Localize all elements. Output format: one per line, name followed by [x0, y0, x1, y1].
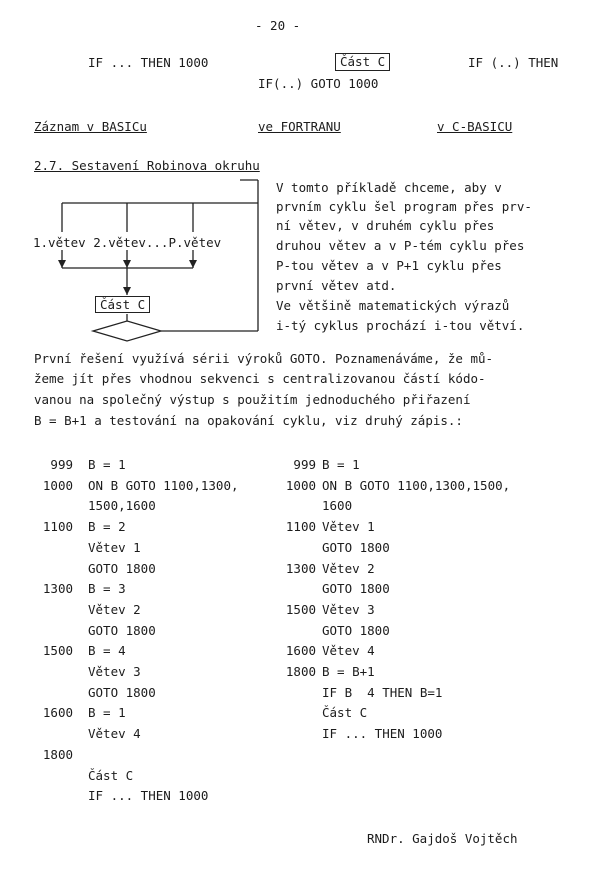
right-text-line: druhou větev a v P-tém cyklu přes [276, 238, 525, 253]
code-line-text: Větev 2 [322, 560, 375, 576]
code-line-text: Větev 2 [88, 601, 141, 617]
code-line-number: 1800 [42, 746, 73, 762]
code-line-text: B = 1 [88, 457, 126, 472]
header-basic: Záznam v BASICu [34, 119, 147, 134]
top-line-under: IF(..) GOTO 1000 [258, 76, 379, 91]
paragraph-line: vanou na společný výstup s použitím jednoduchého přiřazení [34, 392, 471, 407]
code-line-number: 1000 [42, 477, 73, 493]
right-text-line: první větev atd. [276, 278, 397, 293]
code-line-number: 999 [293, 457, 316, 472]
code-line-number: 1800 [285, 664, 316, 679]
code-line-number: 1100 [285, 519, 316, 535]
code-line-text: IF ... THEN 1000 [322, 726, 443, 742]
header-cbasic: v C-BASICU [437, 119, 513, 134]
code-line-text: Větev 3 [88, 664, 141, 679]
code-line-number: 1600 [285, 643, 316, 659]
code-line-text: GOTO 1800 [88, 684, 156, 700]
code-line-text: Část C [322, 705, 368, 721]
right-text-line: i-tý cyklus prochází i-tou větví. [276, 318, 525, 333]
code-line-text: B = 4 [88, 643, 126, 659]
code-line-text: GOTO 1800 [88, 560, 156, 576]
code-line-number: 1300 [285, 560, 316, 576]
code-line-text: GOTO 1800 [88, 622, 156, 638]
code-line-text: 1600 [322, 498, 353, 514]
right-text-line: V tomto příkladě chceme, aby v [276, 180, 502, 195]
top-line-box: Část C [335, 53, 390, 71]
code-line-text: ON B GOTO 1100,1300, [88, 477, 239, 493]
header-fortran: ve FORTRANU [258, 119, 341, 134]
section-title: 2.7. Sestavení Robinova okruhu [34, 158, 260, 173]
paragraph-line: První řešení využívá sérii výroků GOTO. Poznamenáváme, že mů- [34, 351, 494, 366]
diagram-box: Část C [95, 296, 150, 313]
code-line-number: 1000 [285, 477, 316, 493]
right-text-line: P-tou větev a v P+1 cyklu přes [276, 258, 502, 273]
code-line-number: 1600 [42, 705, 73, 721]
branch-labels: 1.větev 2.větev...P.větev [33, 235, 222, 250]
code-line-text: Větev 4 [322, 643, 375, 659]
code-line-text: B = 2 [88, 519, 126, 535]
code-line-number: 999 [50, 457, 73, 472]
code-line-text: ON B GOTO 1100,1300,1500, [322, 477, 511, 493]
code-line-text: Část C [88, 767, 134, 783]
code-line-text: Větev 4 [88, 726, 141, 742]
code-line-text: 1500,1600 [88, 498, 156, 514]
right-text-line: Ve většině matematických výrazů [276, 298, 510, 313]
code-line-number: 1500 [42, 643, 73, 659]
code-line-text: IF ... THEN 1000 [88, 788, 209, 804]
code-line-text: B = 1 [322, 457, 360, 472]
code-line-number: 1500 [285, 601, 316, 617]
page-number: - 20 - [255, 18, 301, 33]
right-text-line: prvním cyklu šel program přes prv- [276, 199, 532, 214]
paragraph-line: žeme jít přes vhodnou sekvenci s centralizovanou částí kódo- [34, 371, 486, 386]
signature: RNDr. Gajdoš Vojtěch [367, 831, 518, 846]
right-text-line: ní větev, v druhém cyklu přes [276, 218, 495, 233]
code-line-text: Větev 1 [322, 519, 375, 535]
code-line-text: B = B+1 [322, 664, 375, 679]
paragraph-line: B = B+1 a testování na opakování cyklu, viz druhý zápis.: [34, 413, 463, 428]
code-line-text: B = 3 [88, 581, 126, 597]
code-line-text: IF B 4 THEN B=1 [322, 684, 443, 700]
top-line-left: IF ... THEN 1000 [88, 55, 209, 70]
code-line-text: GOTO 1800 [322, 622, 390, 638]
code-line-text: GOTO 1800 [322, 581, 390, 597]
code-line-text: Větev 3 [322, 601, 375, 617]
code-line-number: 1100 [42, 519, 73, 535]
code-line-text: Větev 1 [88, 539, 141, 555]
top-line-right: IF (..) THEN [468, 55, 559, 70]
code-line-text: B = 1 [88, 705, 126, 721]
code-line-number: 1300 [42, 581, 73, 597]
code-line-text: GOTO 1800 [322, 539, 390, 555]
